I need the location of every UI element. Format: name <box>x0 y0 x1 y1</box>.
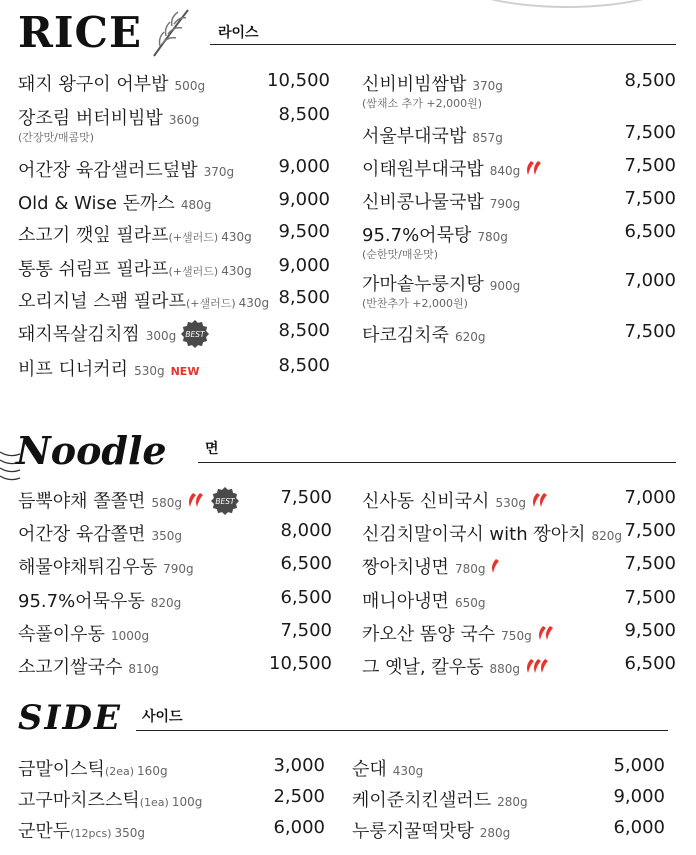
dish-price: 9,000 <box>278 156 330 177</box>
dish-price: 10,500 <box>267 70 330 91</box>
dish-extra: (+샐러드) <box>168 265 219 278</box>
menu-item-name <box>362 587 485 613</box>
dish-name: 가마솥누룽지탕 <box>362 274 484 295</box>
dish-weight: 430g <box>221 264 252 278</box>
dish-price: 7,000 <box>624 270 676 291</box>
dish-weight: 620g <box>454 330 486 344</box>
dish-price: 7,500 <box>624 321 676 342</box>
menu-item-name <box>18 520 182 546</box>
dish-extra: (1ea) <box>139 796 169 809</box>
dish-name: 신김치말이국시 with 짱아치 <box>362 524 586 545</box>
menu-item-name <box>352 786 528 812</box>
dish-name: 서울부대국밥 <box>362 126 467 147</box>
svg-text:BEST: BEST <box>185 330 205 339</box>
menu-item-name <box>362 221 508 247</box>
menu-item-name <box>18 156 234 182</box>
chili-pepper-icon <box>536 624 556 647</box>
dish-note: (쌈채소 추가 +2,000원) <box>362 97 483 110</box>
dish-name: 통통 쉬림프 필라프 <box>18 259 169 280</box>
dish-name: 돼지 왕구이 어부밥 <box>18 74 169 95</box>
dish-price: 7,500 <box>624 587 676 608</box>
dish-name: 짱아치냉면 <box>362 557 449 578</box>
dish-price: 7,500 <box>624 520 676 541</box>
menu-item-name <box>362 155 544 182</box>
menu-item-name <box>18 786 202 812</box>
dish-name: 고구마치즈스틱 <box>18 790 140 811</box>
dish-name: 신비콩나물국밥 <box>362 192 484 213</box>
menu-item-name <box>18 553 194 579</box>
rice-section-subtitle: 라이스 <box>218 25 259 41</box>
chili-pepper-icon <box>530 491 550 514</box>
dish-price: 7,500 <box>624 155 676 176</box>
dish-name: 소고기 깻잎 필라프 <box>18 225 169 246</box>
dish-name: 듬뿍야채 쫄쫄면 <box>18 491 146 512</box>
dish-name: 95.7%어묵탕 <box>362 225 472 246</box>
dish-weight: 790g <box>489 197 521 211</box>
dish-note: (반찬추가 +2,000원) <box>362 297 468 310</box>
dish-name: 케이준치킨샐러드 <box>352 790 492 811</box>
dish-weight: 530g <box>134 364 165 378</box>
dish-name: Old & Wise 돈까스 <box>18 193 175 214</box>
dish-weight: 580g <box>151 496 182 510</box>
dish-price: 7,500 <box>624 122 676 143</box>
svg-text:BEST: BEST <box>215 497 235 506</box>
dish-name: 순대 <box>352 759 387 780</box>
dish-price: 9,500 <box>624 620 676 641</box>
menu-item-name <box>362 653 551 680</box>
dish-price: 8,500 <box>278 104 330 125</box>
dish-name: 신비비빔쌈밥 <box>362 74 467 95</box>
dish-price: 5,000 <box>613 755 665 776</box>
best-badge-icon <box>211 487 239 515</box>
dish-price: 9,000 <box>613 786 665 807</box>
dish-weight: 160g <box>137 764 168 778</box>
menu-item-name <box>352 755 423 781</box>
rice-section-title: RICE <box>18 8 142 57</box>
dish-weight: 530g <box>495 496 526 510</box>
menu-item-name <box>362 188 520 214</box>
dish-weight: 750g <box>501 629 532 643</box>
dish-weight: 500g <box>174 79 206 93</box>
dish-weight: 880g <box>489 662 521 676</box>
dish-weight: 480g <box>180 198 212 212</box>
menu-item-name <box>18 104 199 130</box>
dish-weight: 780g <box>454 562 486 576</box>
dish-name: 95.7%어묵우동 <box>18 591 145 612</box>
dish-price: 8,500 <box>278 287 330 308</box>
dish-price: 9,000 <box>278 255 330 276</box>
menu-item-name <box>352 817 510 843</box>
dish-price: 6,000 <box>613 817 665 838</box>
dish-extra: (12pcs) <box>70 827 112 840</box>
dish-weight: 100g <box>171 795 203 809</box>
chili-pepper-icon <box>524 159 544 182</box>
dish-extra: (+샐러드) <box>168 231 219 244</box>
dish-weight: 280g <box>479 826 511 840</box>
dish-weight: 900g <box>489 279 521 293</box>
dish-name: 해물야채튀김우동 <box>18 557 158 578</box>
dish-name: 카오산 똠양 국수 <box>362 624 496 645</box>
noodle-section-title: Noodle <box>16 428 167 473</box>
dish-weight: 300g <box>145 329 177 343</box>
menu-item-name <box>18 320 209 348</box>
dish-weight: 350g <box>114 826 146 840</box>
menu-item-name <box>18 620 149 646</box>
dish-weight: 1000g <box>110 629 150 643</box>
dish-name: 장조림 버터비빔밥 <box>18 108 163 129</box>
dish-name: 금말이스틱 <box>18 759 105 780</box>
menu-item-name <box>18 653 159 679</box>
dish-weight: 430g <box>238 296 270 310</box>
dish-note: (간장맛/매콤맛) <box>18 131 95 144</box>
dish-price: 6,000 <box>273 817 325 838</box>
dish-weight: 280g <box>497 795 528 809</box>
dish-weight: 350g <box>151 529 182 543</box>
menu-item-name <box>362 70 503 96</box>
dish-weight: 810g <box>128 662 159 676</box>
dish-weight: 780g <box>477 230 508 244</box>
dish-price: 7,000 <box>624 487 676 508</box>
dish-price: 6,500 <box>280 553 332 574</box>
dish-name: 소고기쌀국수 <box>18 657 123 678</box>
dish-weight: 370g <box>203 165 235 179</box>
menu-item-name <box>362 270 520 296</box>
new-badge: NEW <box>170 365 200 378</box>
dish-name: 돼지목살김치찜 <box>18 324 140 345</box>
dish-price: 8,000 <box>280 520 332 541</box>
menu-item-name <box>362 122 503 148</box>
dish-name: 누룽지꿀떡맛탕 <box>352 821 474 842</box>
dish-name: 매니아냉면 <box>362 591 449 612</box>
dish-price: 8,500 <box>278 320 330 341</box>
menu-item-name <box>18 355 199 381</box>
dish-name: 이태원부대국밥 <box>362 159 484 180</box>
dish-price: 7,500 <box>624 188 676 209</box>
menu-item-name <box>18 287 269 313</box>
dish-weight: 790g <box>163 562 194 576</box>
dish-price: 10,500 <box>269 653 332 674</box>
dish-price: 7,500 <box>280 487 332 508</box>
side-section-rule <box>136 730 668 731</box>
dish-price: 6,500 <box>280 587 332 608</box>
menu-item-name <box>18 487 239 515</box>
dish-weight: 430g <box>221 230 252 244</box>
dish-price: 8,500 <box>624 70 676 91</box>
menu-item-name <box>18 189 211 215</box>
dish-name: 어간장 육감쫄면 <box>18 524 146 545</box>
dish-weight: 820g <box>591 529 623 543</box>
dish-price: 2,500 <box>273 786 325 807</box>
side-section-subtitle: 사이드 <box>142 709 183 725</box>
dish-price: 7,500 <box>280 620 332 641</box>
dish-name: 그 옛날, 칼우동 <box>362 657 484 678</box>
decorative-arc <box>450 0 684 8</box>
noodle-section-subtitle: 면 <box>205 441 219 457</box>
dish-weight: 857g <box>472 131 503 145</box>
menu-item-name <box>18 817 145 843</box>
menu-item-name <box>18 587 181 613</box>
best-badge-icon <box>181 320 209 348</box>
chili-pepper-icon <box>186 491 206 514</box>
dish-weight: 650g <box>454 596 486 610</box>
dish-price: 9,000 <box>278 189 330 210</box>
menu-item-name <box>18 755 168 781</box>
dish-extra: (2ea) <box>104 765 135 778</box>
dish-name: 신사동 신비국시 <box>362 491 490 512</box>
menu-item-name <box>362 487 550 514</box>
dish-note: (순한맛/매운맛) <box>362 248 439 261</box>
dish-price: 7,500 <box>624 553 676 574</box>
dish-price: 8,500 <box>278 355 330 376</box>
chili-pepper-icon <box>524 657 551 680</box>
dish-name: 속풀이우동 <box>18 624 105 645</box>
dish-name: 오리지널 스팸 필라프 <box>18 291 186 312</box>
menu-item-name <box>362 553 502 580</box>
dish-weight: 820g <box>150 596 182 610</box>
rice-section-rule <box>210 44 676 45</box>
dish-weight: 370g <box>472 79 503 93</box>
menu-item-name <box>362 321 485 347</box>
dish-price: 3,000 <box>273 755 325 776</box>
dish-price: 9,500 <box>278 221 330 242</box>
dish-name: 군만두 <box>18 821 71 842</box>
menu-item-name <box>18 70 205 96</box>
dish-price: 6,500 <box>624 221 676 242</box>
menu-item-name <box>18 221 252 247</box>
chili-pepper-icon <box>489 557 502 580</box>
dish-weight: 840g <box>489 164 521 178</box>
dish-weight: 430g <box>392 764 424 778</box>
menu-item-name <box>18 255 252 281</box>
dish-extra: (+샐러드) <box>185 297 236 310</box>
side-section-title: SIDE <box>18 698 122 738</box>
dish-name: 비프 디너커리 <box>18 359 129 380</box>
dish-price: 6,500 <box>624 653 676 674</box>
dish-name: 어간장 육감샐러드덮밥 <box>18 160 198 181</box>
menu-item-name <box>362 620 556 647</box>
wheat-icon <box>148 6 196 58</box>
dish-weight: 360g <box>168 113 200 127</box>
dish-name: 타코김치죽 <box>362 325 449 346</box>
menu-item-name <box>362 520 622 546</box>
noodle-section-rule <box>198 462 676 463</box>
